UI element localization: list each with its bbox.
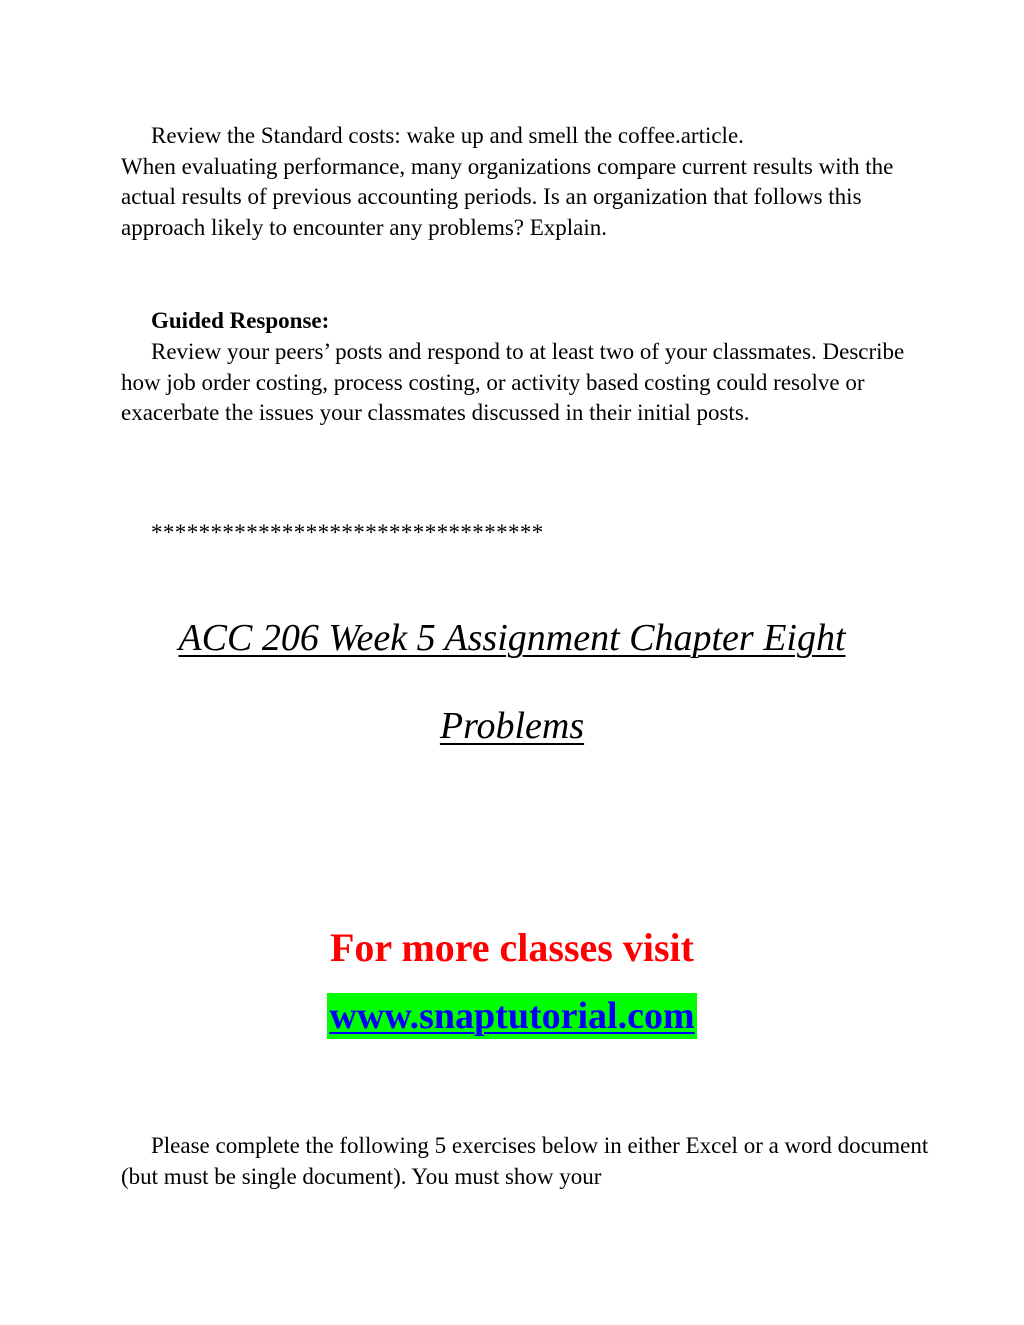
guided-response-paragraph (121, 337, 931, 429)
intro-question: When evaluating performance, many organizations compare current results with the actual results of previous accounting periods. Is an organization that follows this approach likely to encounter any problems? Explain. (121, 153, 894, 240)
closing-body: Please complete the following 5 exercises below in either Excel or a word document (but must be single document). You must show your (121, 1133, 929, 1189)
guided-response-body: Review your peers’ posts and respond to at least two of your classmates. Describe how job order costing, process costing, or activity based costing could resolve or exacerbate the issues your classmates discussed in their initial posts. (121, 339, 905, 426)
promo-link-container (0, 993, 1024, 1039)
separator-asterisks: ********************************* (151, 520, 544, 545)
snaptutorial-link[interactable]: www.snaptutorial.com (329, 995, 695, 1037)
promo-heading: For more classes visit (329, 925, 694, 970)
guided-response-heading: Guided Response: (151, 308, 330, 333)
closing-paragraph (121, 1131, 931, 1192)
assignment-title-line-2: Problems (439, 705, 585, 747)
assignment-title-line-1: ACC 206 Week 5 Assignment Chapter Eight (178, 617, 846, 659)
intro-paragraph (121, 121, 931, 243)
intro-first-line: Review the Standard costs: wake up and smell the coffee.article. (151, 123, 744, 148)
